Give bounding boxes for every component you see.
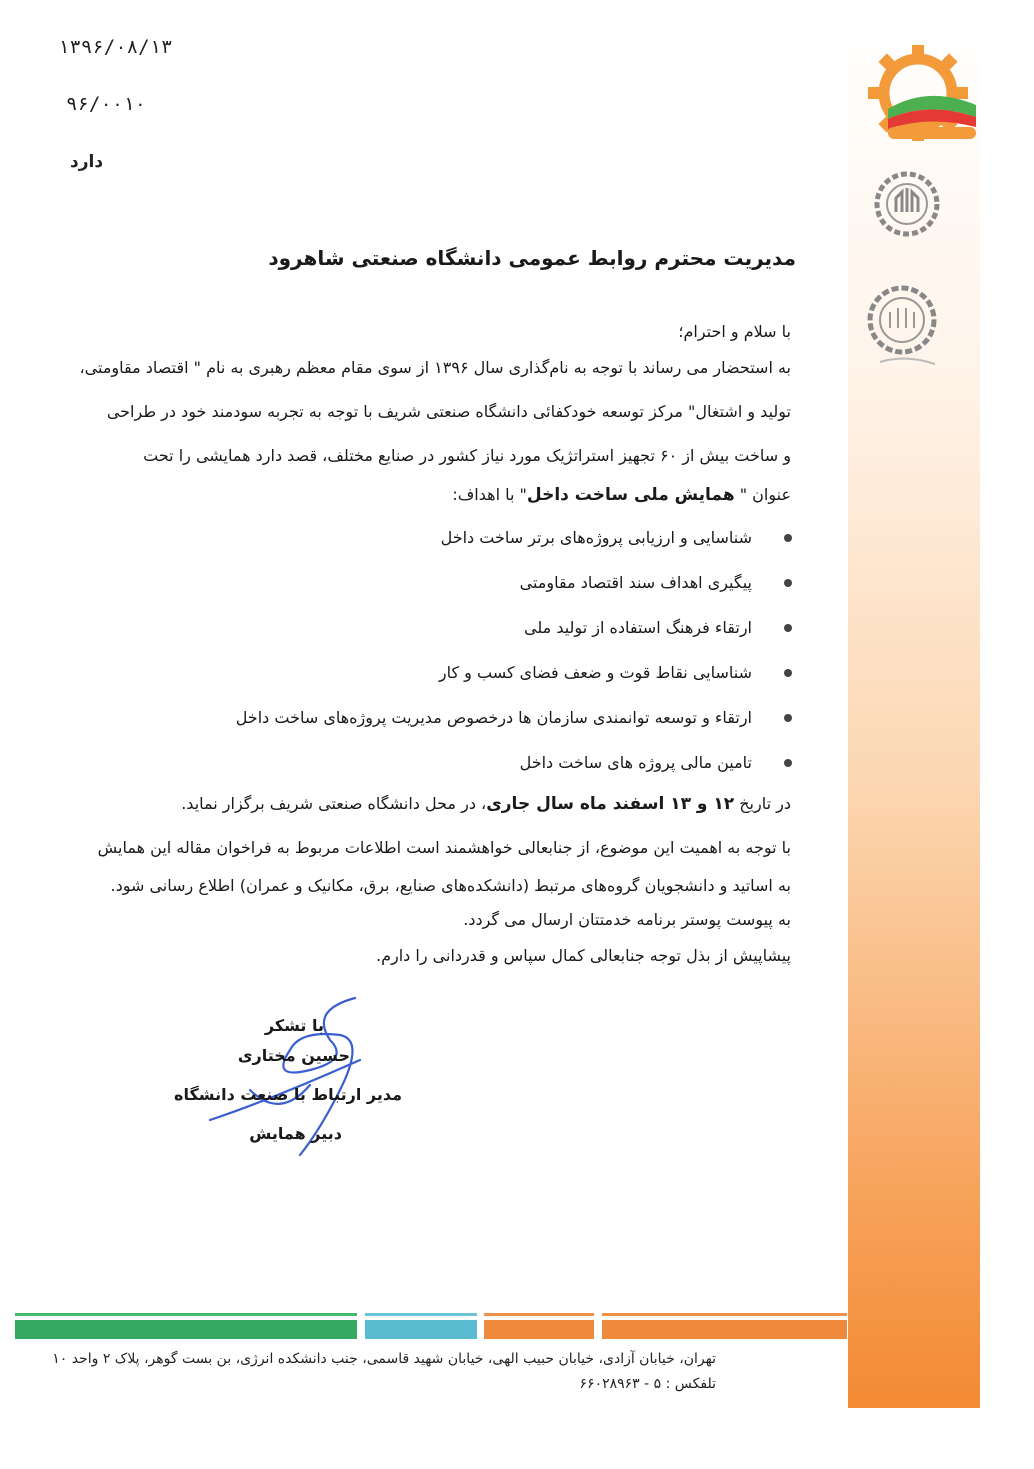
- signer-position: مدیر ارتباط با صنعت دانشگاه: [174, 1085, 402, 1104]
- bullet-icon: [784, 714, 792, 722]
- gear-logo-icon: [858, 45, 983, 150]
- title-prefix: عنوان ": [734, 485, 791, 504]
- footer-bar-orange: [484, 1313, 594, 1339]
- footer-bar-blue: [365, 1313, 477, 1339]
- bullet-icon: [784, 759, 792, 767]
- footer-phone: تلفکس : ۵ - ۶۶۰۲۸۹۶۳: [579, 1376, 716, 1392]
- list-item: [152, 618, 752, 663]
- list-item: [152, 573, 752, 618]
- list-item: [152, 753, 752, 798]
- request-line: به پیوست پوستر برنامه خدمتتان ارسال می گردد.: [463, 910, 791, 929]
- request-line: به اساتید و دانشجویان گروه‌های مرتبط (دانشکده‌های صنایع، برق، مکانیک و عمران) اطلاع رسانی شود.: [110, 876, 791, 895]
- request-line: پیشاپیش از بذل توجه جنابعالی کمال سپاس و قدردانی را دارم.: [376, 946, 791, 965]
- bullet-icon: [784, 669, 792, 677]
- goal-text: ارتقاء و توسعه توانمندی سازمان ها درخصوص مدیریت پروژه‌های ساخت داخل: [235, 708, 752, 727]
- greeting: با سلام و احترام؛: [678, 322, 791, 341]
- footer-bar-orange-wide: [602, 1313, 847, 1339]
- goal-text: ارتقاء فرهنگ استفاده از تولید ملی: [524, 618, 752, 637]
- paragraph-line: تولید و اشتغال" مرکز توسعه خودکفائی دانشگاه صنعتی شریف با توجه به تجربه سودمند خود در طراحی: [106, 402, 791, 421]
- bullet-icon: [784, 579, 792, 587]
- bullet-icon: [784, 534, 792, 542]
- recipient-heading: مدیریت محترم روابط عمومی دانشگاه صنعتی شاهرود: [268, 246, 796, 270]
- footer-bar-green: [15, 1313, 357, 1339]
- list-item: [152, 528, 752, 573]
- date-suffix: ، در محل دانشگاه صنعتی شریف برگزار نماید.: [181, 794, 487, 813]
- letter-number: ۹۶/۰۰۱۰: [66, 93, 147, 115]
- goal-text: شناسایی نقاط قوت و ضعف فضای کسب و کار: [438, 663, 752, 682]
- paragraph-line: و ساخت بیش از ۶۰ تجهیز استراتژیک مورد نیاز کشور در صنایع مختلف، قصد دارد همایشی را تحت: [143, 446, 791, 465]
- letter-date: ۱۳۹۶/۰۸/۱۳: [58, 36, 173, 58]
- signer-name: حسین مختاری: [237, 1046, 350, 1065]
- event-date-line: [181, 794, 791, 814]
- paragraph-line: به استحضار می رساند با توجه به نام‌گذاری سال ۱۳۹۶ از سوی مقام معظم رهبری به نام " اقتصاد مقاومتی،: [79, 358, 791, 377]
- closing: با تشکر: [264, 1016, 324, 1035]
- conference-title-line: [452, 485, 791, 505]
- university-emblem-icon: [872, 168, 942, 240]
- list-item: [152, 708, 752, 753]
- date-prefix: در تاریخ: [734, 794, 791, 813]
- letter-attachment: دارد: [70, 152, 104, 172]
- list-item: [152, 663, 752, 708]
- title-suffix: " با اهداف:: [452, 485, 527, 504]
- goal-text: تامین مالی پروژه های ساخت داخل: [519, 753, 752, 772]
- footer-address: تهران، خیابان آزادی، خیابان حبیب الهی، خیابان شهید قاسمی، جنب دانشکده انرژی، بن بست گوهر، پلاک ۲ واحد ۱۰: [52, 1351, 716, 1367]
- conference-title: همایش ملی ساخت داخل: [526, 485, 735, 505]
- sidc-emblem-icon: [860, 280, 950, 375]
- event-date: ۱۲ و ۱۳ اسفند ماه سال جاری: [486, 794, 735, 814]
- goal-text: پیگیری اهداف سند اقتصاد مقاومتی: [519, 573, 752, 592]
- goals-list: [152, 528, 752, 798]
- bullet-icon: [784, 624, 792, 632]
- request-line: با توجه به اهمیت این موضوع، از جنابعالی خواهشمند است اطلاعات مربوط به فراخوان مقاله این همایش: [97, 838, 791, 857]
- goal-text: شناسایی و ارزیابی پروژه‌های برتر ساخت داخل: [440, 528, 752, 547]
- signer-role: دبیر همایش: [249, 1124, 342, 1143]
